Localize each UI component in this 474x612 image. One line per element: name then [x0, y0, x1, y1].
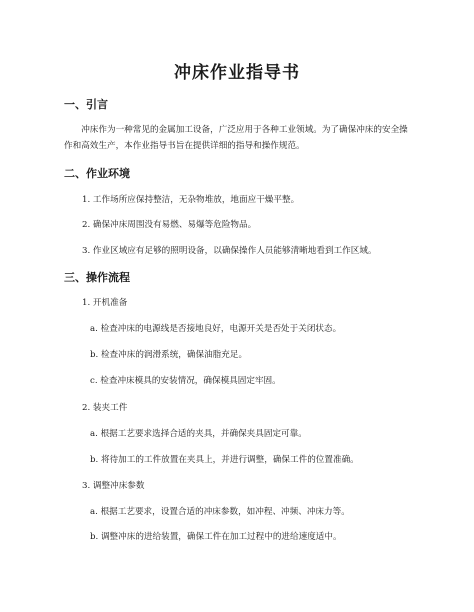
procedure-step-2: 2. 装夹工件: [82, 403, 128, 413]
procedure-step-1-sub-c: c. 检查冲床模具的安装情况，确保模具固定牢固。: [90, 376, 281, 386]
procedure-step-3-sub-a: a. 根据工艺要求，设置合适的冲床参数，如冲程、冲频、冲床力等。: [90, 507, 350, 517]
section-heading-intro: 一、引言: [64, 98, 108, 111]
environment-item-1: 1. 工作场所应保持整洁，无杂物堆放，地面应干燥平整。: [82, 195, 300, 205]
procedure-step-3-sub-b: b. 调整冲床的进给装置，确保工件在加工过程中的进给速度适中。: [90, 532, 342, 542]
procedure-step-2-sub-a: a. 根据工艺要求选择合适的夹具，并确保夹具固定可靠。: [90, 429, 307, 439]
procedure-step-1-sub-b: b. 检查冲床的润滑系统，确保油脂充足。: [90, 350, 248, 360]
intro-paragraph: 冲床作为一种常见的金属加工设备，广泛应用于各种工业领域。为了确保冲床的安全操作和高效生产，本作业指导书旨在提供详细的指导和操作规范。: [64, 125, 408, 151]
environment-item-2: 2. 确保冲床周围没有易燃、易爆等危险物品。: [82, 220, 257, 230]
section-heading-procedure: 三、操作流程: [64, 271, 130, 284]
procedure-step-1: 1. 开机准备: [82, 298, 128, 308]
procedure-step-2-sub-b: b. 将待加工的工件放置在夹具上，并进行调整，确保工件的位置准确。: [90, 455, 359, 465]
procedure-step-1-sub-a: a. 检查冲床的电源线是否接地良好，电源开关是否处于关闭状态。: [90, 324, 342, 334]
document-title: 冲床作业指导书: [174, 63, 300, 83]
procedure-step-3: 3. 调整冲床参数: [82, 481, 145, 491]
environment-item-3: 3. 作业区域应有足够的照明设备，以确保操作人员能够清晰地看到工作区域。: [82, 246, 377, 256]
section-heading-environment: 二、作业环境: [64, 167, 130, 180]
